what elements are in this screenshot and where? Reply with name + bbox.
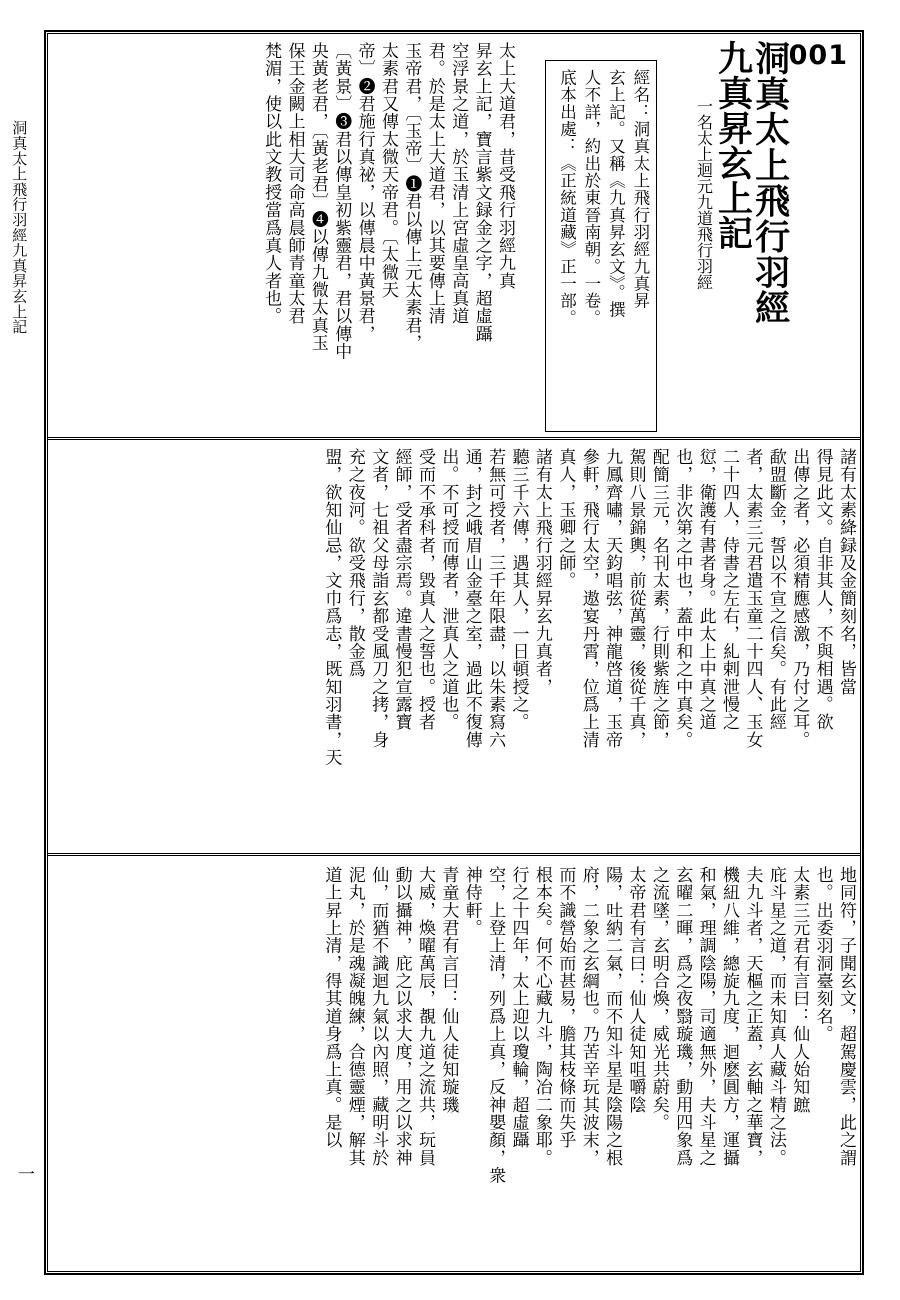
text-column: 出傳之者，必須精應感激，乃付之耳。 bbox=[789, 448, 810, 749]
text-column: 諸有太上飛行羽經昇玄九真者， bbox=[531, 448, 552, 696]
middle-register bbox=[52, 448, 856, 846]
text-column: 歃盟斷金，誓以不宣之信矣。有此經 bbox=[765, 448, 786, 731]
text-column: 太素君又傳太微天帝君。〔太微天 bbox=[378, 42, 399, 299]
text-column: 動以攝神，庇之以求大度，用之以求神 bbox=[391, 866, 412, 1167]
text-column: 根本矣。何不心藏九斗，陶冶二象耶。 bbox=[531, 866, 552, 1167]
text-column: 若無可授者，三千年限盡，以朱素寫六 bbox=[485, 448, 506, 749]
note-column-3: 人不詳，約出於東晉南朝。一卷。 bbox=[581, 69, 601, 327]
text-column: 太帝君有言曰：仙人徒知咀嚼陰 bbox=[625, 866, 646, 1114]
text-column: 玄曜二暉，爲之夜翳璇璣，動用四象爲 bbox=[672, 866, 693, 1167]
text-column: 者，太素三元君遣玉童二十四人、玉女 bbox=[742, 448, 763, 749]
text-column: 神侍軒。 bbox=[461, 866, 482, 937]
text-column: 行之十四年，太上迎以瓊輪，超虛躡 bbox=[508, 866, 529, 1149]
text-column: 二十四人，侍書之左右，糺剌泄慢之 bbox=[719, 448, 740, 731]
text-column: 央黃老君，〔黃老君〕❹以傳九微太真玉 bbox=[307, 42, 328, 352]
text-column: 出。不可授而傳者，泄真人之道也。 bbox=[438, 448, 459, 731]
text-column: 參軒，飛行太空，遨宴丹霄，位爲上清 bbox=[578, 448, 599, 749]
text-column: 君。於是太上大道君，以其要傳上清 bbox=[424, 42, 445, 325]
text-column: 梵湄，使以此文教授當爲真人者也。 bbox=[261, 42, 282, 325]
alternate-title: 一名太上迴元九道飛行羽經 bbox=[694, 98, 714, 290]
text-column: 而不識營始而甚易，膽其枝條而失乎 bbox=[555, 866, 576, 1149]
register-divider-bottom bbox=[47, 853, 861, 856]
running-title: 洞真太上飛行羽經九真昇玄上記 bbox=[10, 120, 29, 335]
preface-text bbox=[258, 42, 515, 434]
bottom-register bbox=[52, 866, 856, 1264]
register-divider-top bbox=[47, 437, 861, 440]
text-column: 帝〕❷君施行真祕，以傳晨中黃景君， bbox=[354, 42, 375, 343]
text-column: 配簡三元，名刊太素，行則紫旌之節， bbox=[648, 448, 669, 749]
page-title: 洞真太上飛行羽經 bbox=[749, 40, 791, 326]
note-column-4: 底本出處：《正統道藏》正一部。 bbox=[557, 69, 577, 327]
text-column: 駕則八景錦輿，前從萬靈，後從千真， bbox=[625, 448, 646, 749]
text-column: 諸有太素絳録及金簡刻名，皆當 bbox=[836, 448, 856, 696]
text-column: 地同符，子聞玄文，超駕慶雲，此之謂 bbox=[836, 866, 856, 1167]
text-column: 聽三千六傳，遇其人，一日頓授之。 bbox=[508, 448, 529, 731]
note-column-1: 經名：洞真太上飛行羽經九真昇 bbox=[630, 69, 650, 310]
text-column: 府，二象之玄綱也。乃苦辛玩其波末， bbox=[578, 866, 599, 1167]
text-column: 真人，玉卿之師。 bbox=[555, 448, 576, 590]
text-column: 得見此文。自非其人，不與相遇。欲 bbox=[812, 448, 833, 731]
text-column: 玉帝君，〔玉帝〕❶君以傳上元太素君， bbox=[401, 42, 422, 352]
text-column: 保王金闕上相大司命高晨師青童太君 bbox=[284, 42, 305, 325]
text-column: 經師，受者盡宗焉。違書慢犯宣露寶 bbox=[391, 448, 412, 731]
page-number: 一 bbox=[14, 1165, 34, 1182]
text-column: 大威，煥曜萬辰，覩九道之流共，玩員 bbox=[414, 866, 435, 1167]
text-column: 空浮景之道，於玉清上宮虛皇高真道 bbox=[448, 42, 469, 325]
text-column: 愆，衛護有書者身。此太上中真之道 bbox=[695, 448, 716, 731]
document-number: 001 bbox=[788, 40, 848, 71]
text-column: 陽，吐納二氣，而不知斗星是陰陽之根 bbox=[602, 866, 623, 1167]
text-column: 夫九斗者，天樞之正蓋，玄軸之華寶， bbox=[742, 866, 763, 1167]
text-column: 空，上登上清，列爲上真，反神嬰顏，衆 bbox=[485, 866, 506, 1185]
text-column: 和氣，理調陰陽，司適無外，夫斗星之 bbox=[695, 866, 716, 1167]
text-column: 昇玄上記，寶言紫文録金之字，超虛躡 bbox=[471, 42, 492, 343]
text-column: 之流墜，玄明合煥，威光共蔚矣。 bbox=[648, 866, 669, 1132]
text-column: 泥丸，於是魂凝魄練，合德靈煙，解其 bbox=[344, 866, 365, 1167]
text-column: 文者，七祖父母詣玄都受風刀之拷，身 bbox=[368, 448, 389, 749]
title-block bbox=[693, 38, 848, 326]
text-column: 盟，欲知仙忌，文巾爲志，既知羽書，天 bbox=[321, 448, 342, 767]
text-column: 太上大道君，昔受飛行羽經九真 bbox=[494, 42, 515, 290]
text-column: 通，封之峨眉山金臺之室，過此不復傳 bbox=[461, 448, 482, 749]
text-column: 受而不承科者，毀真人之誓也。授者 bbox=[414, 448, 435, 731]
text-column: 道上昇上清，得其道身爲上真。是以 bbox=[321, 866, 342, 1149]
text-column: 九鳳齊嘯，天鈞唱弦，神龍啓道，玉帝 bbox=[602, 448, 623, 749]
text-column: 機紐八維，總旋九度，迴麽圓方，運攝 bbox=[719, 866, 740, 1167]
text-column: 也，非次第之中也，蓋中和之中真矣。 bbox=[672, 448, 693, 749]
bibliographic-note-box bbox=[545, 60, 657, 432]
text-column: 庇斗星之道，而未知真人藏斗精之法。 bbox=[765, 866, 786, 1167]
text-column: 仙，而猶不識迴九氣以內照，藏明斗於 bbox=[368, 866, 389, 1167]
text-column: 太素三元君有言曰：仙人始知蹠 bbox=[789, 866, 810, 1114]
note-column-2: 玄上記。又稱《九真昇玄文》。撰 bbox=[606, 69, 626, 319]
top-register bbox=[52, 38, 856, 434]
page-subtitle: 九真昇玄上記 bbox=[712, 40, 754, 250]
text-column: 〔黃景〕❸君以傳皇初紫靈君，君以傳中 bbox=[331, 42, 352, 361]
text-column: 也。出委羽洞臺刻名。 bbox=[812, 866, 833, 1043]
text-column: 青童大君有言曰：仙人徒知璇璣 bbox=[438, 866, 459, 1114]
text-column: 充之夜河。欲受飛行，散金爲 bbox=[344, 448, 365, 678]
